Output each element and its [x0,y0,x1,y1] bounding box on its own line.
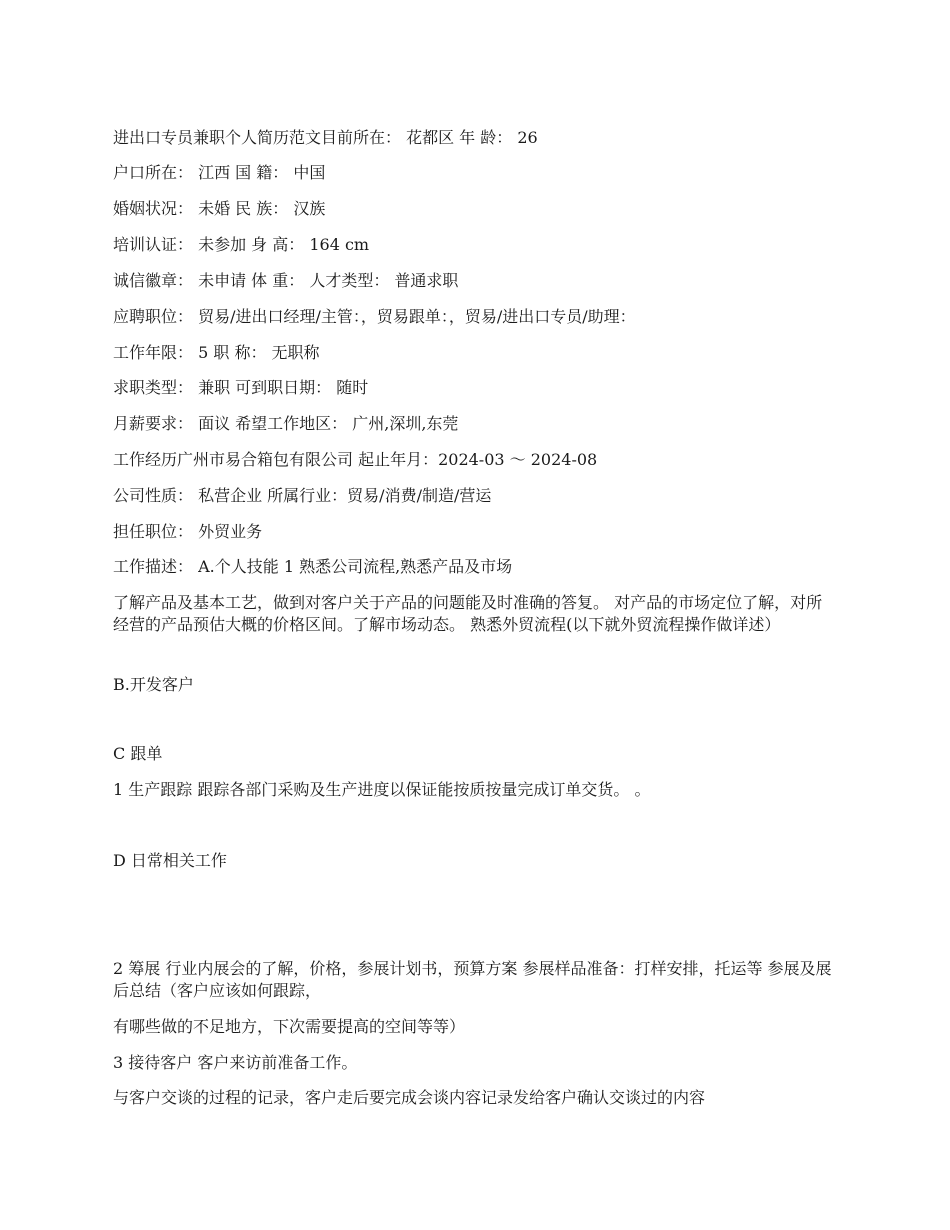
product-knowledge-paragraph: 了解产品及基本工艺，做到对客户关于产品的问题能及时准确的答复。 对产品的市场定位了解，对所经营的产品预估大概的价格区间。了解市场动态。 熟悉外贸流程(以下就外贸流程操作做详述） [113,593,823,634]
marital-line: 婚姻状况： 未婚 民 族： 汉族 [113,199,326,218]
shortcomings-line: 有哪些做的不足地方，下次需要提高的空间等等） [113,1017,466,1036]
job-description-line: 工作描述： A.个人技能 1 熟悉公司流程,熟悉产品及市场 [113,557,513,576]
hukou-line: 户口所在： 江西 国 籍： 中国 [113,163,326,182]
job-type-line: 求职类型： 兼职 可到职日期： 随时 [113,378,369,397]
exhibition-paragraph: 2 筹展 行业内展会的了解，价格，参展计划书，预算方案 参展样品准备：打样安排，托运等 参展及展后总结（客户应该如何跟踪， [113,959,832,1000]
work-years-line: 工作年限： 5 职 称： 无职称 [113,343,320,362]
section-c-heading: C 跟单 [113,744,163,763]
position-applied-line: 应聘职位： 贸易/进出口经理/主管：，贸易跟单：，贸易/进出口专员/助理： [113,307,636,326]
records-line: 与客户交谈的过程的记录，客户走后要完成会谈内容记录发给客户确认交谈过的内容 [113,1088,706,1107]
resume-title-line: 进出口专员兼职个人简历范文目前所在： 花都区 年 龄： 26 [113,128,538,147]
section-d-heading: D 日常相关工作 [113,851,227,870]
job-title-line: 担任职位： 外贸业务 [113,522,263,541]
integrity-line: 诚信徽章： 未申请 体 重： 人才类型： 普通求职 [113,271,459,290]
production-tracking-line: 1 生产跟踪 跟踪各部门采购及生产进度以保证能按质按量完成订单交货。 。 [113,780,651,799]
training-line: 培训认证： 未参加 身 高： 164 cm [113,235,370,254]
reception-line: 3 接待客户 客户来访前准备工作。 [113,1053,358,1072]
salary-line: 月薪要求： 面议 希望工作地区： 广州,深圳,东莞 [113,414,459,433]
section-b-heading: B.开发客户 [113,675,194,694]
company-nature-line: 公司性质： 私营企业 所属行业：贸易/消费/制造/营运 [113,486,492,505]
work-history-line: 工作经历广州市易合箱包有限公司 起止年月：2024-03 ～ 2024-08 [113,450,598,469]
